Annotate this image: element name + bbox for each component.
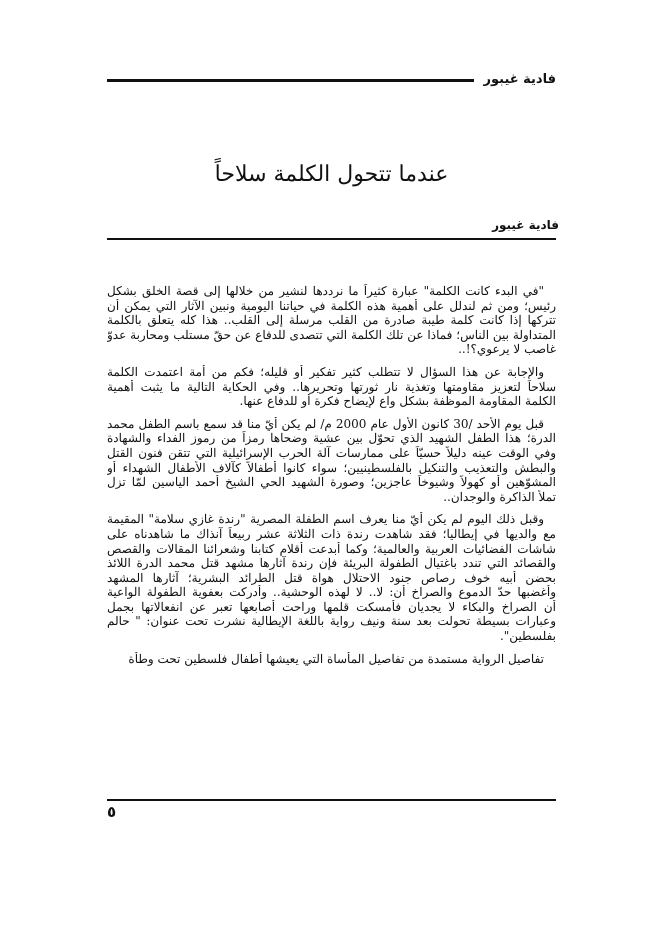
paragraph-line: تفاصيل الرواية مستمدة من تفاصيل المأساة التي يعيشها أطفال فلسطين تحت وطأة [128,651,544,666]
paragraph-line: والإجابة عن هذا السؤال لا تتطلب كثير تفكير أو قليله؛ فكم من أمة اعتمدت الكلمة [107,364,544,379]
paragraph-line: شاشات الفضائيات العربية والعالمية؛ وكما أبدعت أقلام كتابنا وشعرائنا المقالات والقصص [107,541,556,556]
paragraph-line: وأغضبها حدّ الدموع والصراخ أن: لا.. لا لهذه الوحشية.. وأدركت بعفوية الطفولة الواعية [107,585,556,600]
paragraph-line: غاصب لا يرعوي؟!.. [458,342,556,357]
paragraph-line: المتداولة بين الناس؛ فماذا عن تلك الكلمة التي تتصدى للدفاع عن حقّ مستلب ومحاربة عدوّ [107,327,556,342]
article-body [107,284,556,666]
article-paragraph [107,417,556,505]
footer-rule [107,799,556,801]
paragraph-line: تملأ الذاكرة والوجدان.. [443,489,556,504]
paragraph-line: بحضن أبيه خوف رصاص جنود الاحتلال هواة قتل الطرائد البشرية؛ آثارها المشهد [107,570,556,585]
page-number: ٥ [107,803,117,821]
paragraph-line: سلاحاً لتعزيز مقاومتها وتغذية نار ثورتها وتحريرها.. وفي الحكاية التالية ما يثبت أهمية [107,379,556,394]
header-author: فادية غيبور [483,72,556,87]
article-paragraph [107,512,556,643]
paragraph-line: والقصائد التي تندد باغتيال الطفولة البريئة فإن رندة آثارها مشهد قتل محمد الدرة اللائذ [107,556,556,571]
paragraph-line: والبطش والتعذيب والتنكيل بالفلسطينيين؛ سواء كانوا أطفالاً كآلاف الأطفال الشهداء أو [107,460,556,475]
paragraph-line: قبل يوم الأحد /30 كانون الأول عام 2000 م/ لم يكن أيّ منا قد سمع باسم الطفل محمد [107,416,544,431]
paragraph-line: مع والديها في إيطاليا؛ فقد شاهدت رندة ذات الثلاثة عشر ربيعاً آنذاك ما شاهدناه على [107,526,556,541]
paragraph-line: وعبارات بسيطة تحولت بعد سنة ونيف رواية باللغة الإيطالية نشرت تحت عنوان: " حالم [107,614,556,629]
article-paragraph [107,284,556,357]
paragraph-line: أن الصراخ والبكاء لا يجديان فأمسكت قلمها وراحت أصابعها تعبر عن انفعالاتها بجمل [107,599,556,614]
article-paragraph [107,652,556,667]
paragraph-line: بفلسطين". [499,629,556,644]
paragraph-line: الدرة؛ هذا الطفل الشهيد الذي تحوّل بين عشية وضحاها رمزاً من رموز الفداء والشهادة [107,431,556,446]
paragraph-line: وفي الوقت عينه دليلاً حسيّاً على ممارسات آلة الحرب الإسرائيلية التي تتقن فنون القتل [107,445,556,460]
running-header [107,71,556,91]
paragraph-line: وقبل ذلك اليوم لم يكن أيّ منا يعرف اسم الطفلة المصرية "رندة غازي سلامة" المقيمة [107,512,544,527]
paragraph-line: تتركها إذا كانت كلمة طيبة صادرة من القلب مرسلة إلى القلب.. هذا كله يتعلق بالكلمة [107,313,556,328]
article-paragraph [107,365,556,409]
paragraph-line: المشوّهين أو كهولاً وشيوخاً عاجزين؛ وصورة الشهيد الحي الشيخ أحمد الياسين لمّا تزل [107,475,556,490]
byline-rule [107,238,556,240]
header-rule [107,79,474,82]
article-title: عندما تتحول الكلمة سلاحاً [214,162,449,187]
paragraph-line: "في البدء كانت الكلمة" عبارة كثيراً ما نرددها لنشير من خلالها إلى قصة الخلق بشكل [107,284,544,298]
paragraph-line: رئيس؛ ومن ثم لندلل على أهمية هذه الكلمة في حياتنا اليومية ونبين الآثار التي يمكن أن [107,298,556,313]
article-byline: فادية غيبور [492,218,559,232]
paragraph-line: الكلمة المقاومة الموظفة بشكل واع لإيضاح فكرة أو للدفاع عنها. [239,394,556,409]
